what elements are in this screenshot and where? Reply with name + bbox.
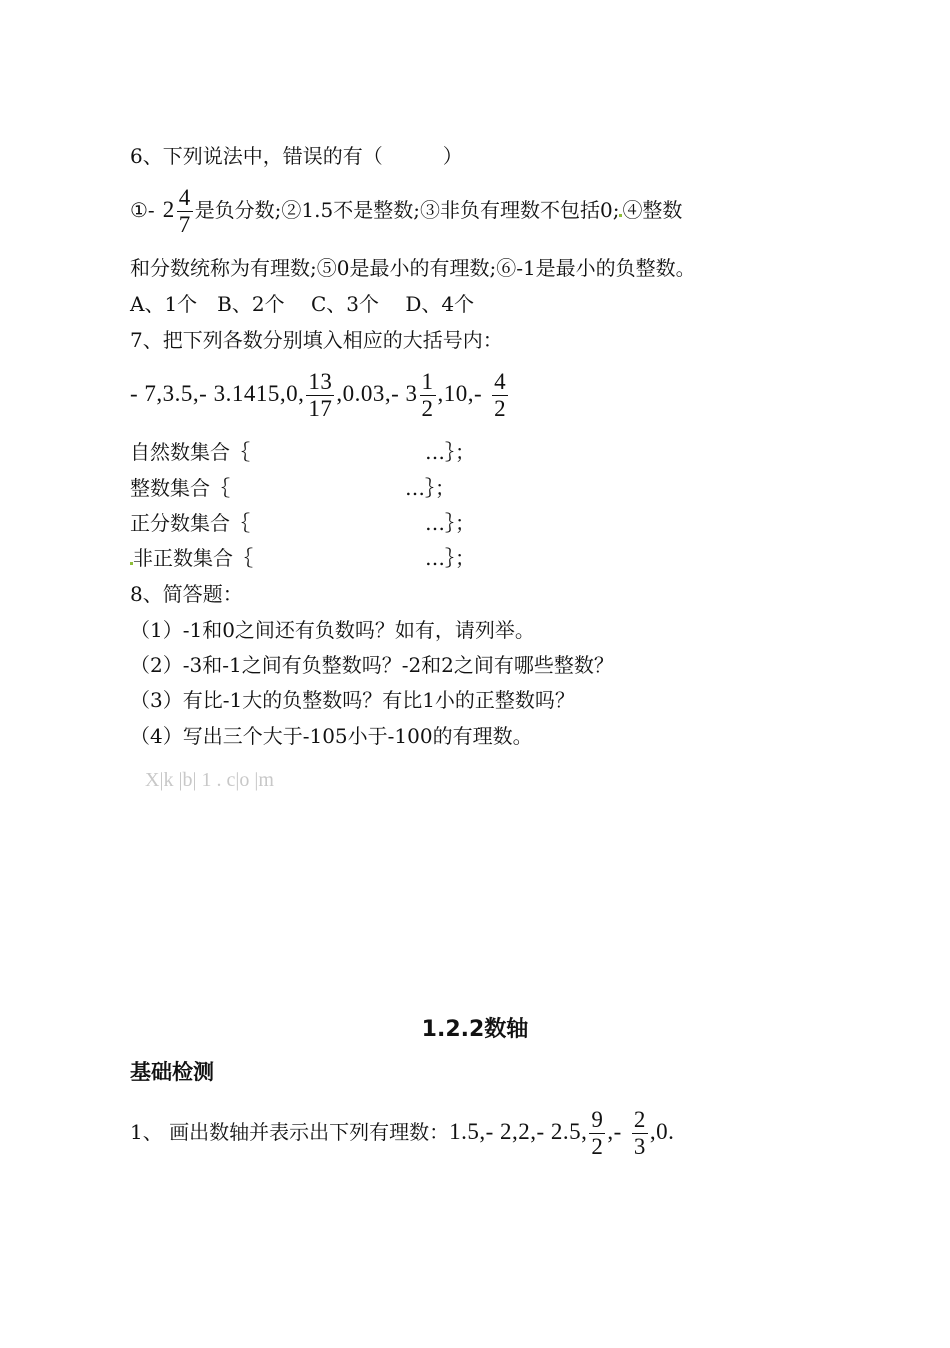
fraction-denominator: 2 <box>421 396 434 422</box>
q6-options: A、1个 B、2个 C、3个 D、4个 <box>130 292 475 316</box>
q1-fraction-2-3 <box>632 1108 648 1159</box>
set-end: …｝； <box>425 511 475 535</box>
q8-item-2: （2）-3和-1之间有负整数吗？-2和2之间有哪些整数？ <box>130 653 614 677</box>
fraction-numerator: 4 <box>492 370 508 396</box>
q7-numbers-part-c: ,10,- <box>437 380 483 406</box>
set-natural-numbers <box>130 442 475 462</box>
fraction-numerator: 9 <box>589 1108 605 1134</box>
fraction-numerator: 2 <box>632 1108 648 1134</box>
fraction-denominator: 7 <box>178 212 191 238</box>
q6-item4-start: ④整数 <box>622 198 683 223</box>
basic-check-heading: 基础检测 <box>130 1060 214 1084</box>
q8-item-1: （1）-1和0之间还有负数吗？如有，请列举。 <box>130 618 535 642</box>
q7-number-list <box>130 370 510 421</box>
fraction-numerator: 1 <box>420 370 436 396</box>
set-positive-fractions <box>130 513 475 533</box>
q6-stem: 6、下列说法中，错误的有（ ） <box>130 144 463 168</box>
q7-stem: 7、把下列各数分别填入相应的大括号内： <box>130 328 503 352</box>
q6-statements-line1 <box>130 186 682 237</box>
fraction-numerator: 13 <box>306 370 334 396</box>
set-end: …｝； <box>425 546 475 570</box>
q7-fraction-4-2 <box>492 370 508 421</box>
q8-item-4: （4）写出三个大于-105小于-100的有理数。 <box>130 724 533 748</box>
set-non-positive-numbers <box>130 548 475 568</box>
q7-numbers-part-a: - 7,3.5,- 3.1415,0, <box>130 380 305 406</box>
q6-item1-rest: 是负分数;②1.5不是整数;③非负有理数不包括0; <box>194 198 620 223</box>
set-integers <box>130 478 455 498</box>
q7-fraction-1-2 <box>420 370 436 421</box>
section-title: 1.2.2数轴 <box>421 1017 529 1042</box>
q7-numbers-part-b: ,0.03,- 3 <box>336 380 418 406</box>
q1-numbers-part-a: 1.5,- 2,2,- 2.5, <box>449 1119 588 1145</box>
watermark-text: X|k |b| 1 . c|o |m <box>145 769 274 791</box>
fraction-numerator: 4 <box>177 186 193 212</box>
q6-item1-fraction <box>177 186 193 237</box>
q6-statements-line2: 和分数统称为有理数;⑤0是最小的有理数;⑥-1是最小的负整数。 <box>130 256 696 280</box>
q8-item-3: （3）有比-1大的负整数吗？有比1小的正整数吗？ <box>130 688 575 712</box>
set-label: 正分数集合｛ <box>130 511 250 535</box>
q6-item1-whole: 2 <box>162 197 175 223</box>
set-label: 整数集合｛ <box>130 476 230 500</box>
q1-line <box>130 1108 674 1159</box>
set-end: …｝； <box>425 440 475 464</box>
set-label: 非正数集合｛ <box>133 546 253 570</box>
q6-item1-prefix: ①- <box>130 198 155 223</box>
q8-stem: 8、简答题： <box>130 582 243 606</box>
q7-fraction-13-17 <box>306 370 334 421</box>
fraction-denominator: 3 <box>633 1134 646 1160</box>
q1-numbers-part-b: ,- <box>607 1119 622 1145</box>
fraction-denominator: 2 <box>494 396 507 422</box>
set-end: …｝； <box>405 476 455 500</box>
q1-stem: 1、 画出数轴并表示出下列有理数： <box>130 1120 450 1145</box>
fraction-denominator: 17 <box>308 396 333 422</box>
q1-numbers-part-c: ,0. <box>649 1119 675 1145</box>
q1-fraction-9-2 <box>589 1108 605 1159</box>
set-label: 自然数集合｛ <box>130 440 250 464</box>
fraction-denominator: 2 <box>591 1134 604 1160</box>
